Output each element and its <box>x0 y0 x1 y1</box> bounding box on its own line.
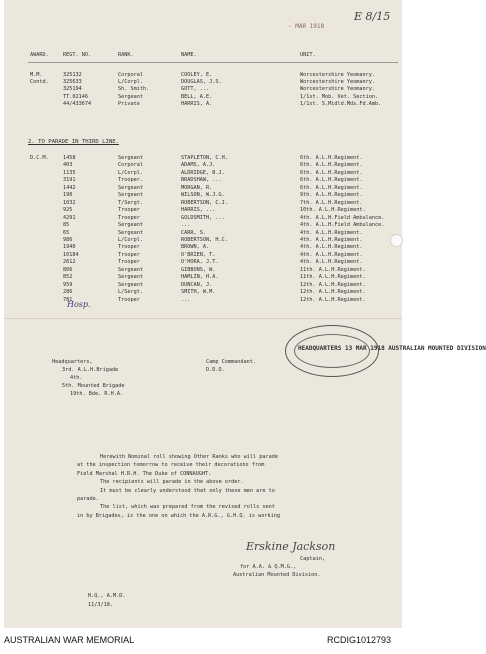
cell-rank: Sergeant <box>118 93 143 100</box>
cell-unit: 6th. A.L.H.Regiment. <box>300 169 363 176</box>
cell-regt-no: 190 <box>63 192 73 199</box>
cell-name: MORGAN, R. <box>181 184 213 191</box>
date-stamp: - MAR 1918 <box>288 23 325 30</box>
header-rule <box>28 62 398 63</box>
cell-rank: L/Corpl. <box>118 79 143 86</box>
cell-rank: Sh. Smith. <box>118 86 150 93</box>
addressee: 3rd. A.L.H.Brigade <box>62 367 119 373</box>
margin-note: Hosp. <box>67 300 91 309</box>
cell-name: HARRIS, A. <box>181 100 213 107</box>
cell-name: ... <box>181 222 191 229</box>
cell-unit: Worcestershire Yeomanry. <box>300 79 375 86</box>
cell-regt-no: 286 <box>63 289 73 296</box>
cell-unit: 4th. A.L.H.Field Ambulance. <box>300 214 385 221</box>
header-award: AWARD. <box>30 52 49 58</box>
header-unit: UNIT. <box>300 52 316 58</box>
cell-regt-no: 781 <box>63 296 73 303</box>
cell-rank: L/Sergt. <box>118 289 143 296</box>
cell-regt-no: 325194 <box>63 86 82 93</box>
cell-regt-no: 959 <box>63 281 73 288</box>
cell-regt-no: 44/433674 <box>63 100 92 107</box>
cell-unit: 6th. A.L.H.Regiment. <box>300 162 363 169</box>
cell-name: DUNCAN, J. <box>181 281 213 288</box>
cell-unit: 10th. A.L.H.Regiment. <box>300 207 366 214</box>
cell-rank: Sergeant <box>118 274 143 281</box>
cell-rank: Trooper. <box>118 177 143 184</box>
cell-name: HARRIS, ... <box>181 207 216 214</box>
cell-name: STAPLETON, C.H. <box>181 155 228 161</box>
cell-regt-no: 1442 <box>63 184 76 191</box>
cell-name: ROBERTSON, C.J. <box>181 199 228 206</box>
cell-unit: 12th. A.L.H.Regiment. <box>300 289 366 296</box>
header-regt-no: REGT. NO. <box>63 52 92 58</box>
cell-name: BROWN, A. <box>181 244 210 251</box>
handwritten-reference: E 8/15 <box>354 10 391 23</box>
cell-unit: 7th. A.L.H.Regiment. <box>300 199 363 206</box>
cell-rank: Trooper <box>118 244 140 251</box>
fold-line <box>4 318 402 319</box>
body-line: parade. <box>77 496 99 502</box>
cell-unit: 1/1st. Mob. Vet. Section. <box>300 93 379 100</box>
cell-name: CARR, S. <box>181 229 206 236</box>
cell-name: GOTT, ... <box>181 86 210 93</box>
cell-name: O'HORA, J.T. <box>181 259 219 266</box>
body-line: in by Brigades, is the one on which the A.R.G., G.H.Q. is working <box>77 512 281 519</box>
cell-rank: Sergeant <box>118 184 143 191</box>
cell-name: ... <box>181 296 191 303</box>
addressee: Headquarters, <box>52 359 93 365</box>
cell-name: ADAMS, A.J. <box>181 162 216 169</box>
headquarters-stamp <box>285 325 486 377</box>
cell-rank: Corporal <box>118 72 143 78</box>
footer-record-id: RCDIG1012793 <box>327 635 392 645</box>
cell-regt-no: 4291 <box>63 214 76 221</box>
body-line: at the inspection tomorrow to receive their decorations from <box>77 462 265 469</box>
cell-award: Contd. <box>30 79 49 86</box>
cell-unit: 4th. A.L.H.Regiment. <box>300 244 363 251</box>
sign-division: Australian Mounted Division. <box>233 572 321 578</box>
cell-rank: Trooper <box>118 207 140 214</box>
cell-regt-no: 925 <box>63 207 73 214</box>
cell-unit: 12th. A.L.H.Regiment. <box>300 296 366 303</box>
cell-unit: 4th. A.L.H.Regiment. <box>300 259 363 266</box>
cell-name: O'BRIEN, T. <box>181 251 216 258</box>
cell-award: D.C.M. <box>30 155 49 161</box>
addressee: 19th. Bde. R.H.A. <box>70 391 124 397</box>
cell-regt-no: 1032 <box>63 199 76 206</box>
addressee: 5th. Mounted Brigade <box>62 383 125 389</box>
cell-unit: 4th. A.L.H.Regiment. <box>300 251 363 258</box>
cell-name: BELL, A.E. <box>181 93 213 100</box>
cell-name: GIBBONS, W. <box>181 266 216 273</box>
cell-regt-no: 325132 <box>63 72 82 78</box>
stamp-text: HEADQUARTERS 13 MAR 1918 AUSTRALIAN MOUNTED DIVISION <box>298 345 486 352</box>
cell-unit: 6th. A.L.H.Regiment. <box>300 177 363 184</box>
cell-rank: T/Sergt. <box>118 199 143 206</box>
cell-unit: Worcestershire Yeomanry. <box>300 72 375 78</box>
body-line: The recipients will parade in the above order. <box>100 479 244 486</box>
cell-name: DOUGLAS, J.S. <box>181 79 222 86</box>
cell-rank: Sergeant <box>118 192 143 199</box>
cell-rank: L/Corpl. <box>118 169 143 176</box>
cell-rank: Trooper <box>118 251 140 258</box>
cell-unit: 4th. A.L.H.Field Ambulance. <box>300 222 385 229</box>
cell-rank: Trooper <box>118 296 140 303</box>
cell-regt-no: 1135 <box>63 169 76 176</box>
cell-rank: Trooper <box>118 259 140 266</box>
cell-regt-no: 325633 <box>63 79 82 86</box>
cell-name: WILSON, W.J.G. <box>181 192 225 199</box>
cell-award: M.M. <box>30 72 43 78</box>
cell-rank: Sergeant <box>118 222 143 229</box>
cell-unit: Worcestershire Yeomanry. <box>300 86 375 93</box>
cell-rank: Private <box>118 100 140 107</box>
cell-name: HAMLIN, H.A. <box>181 274 219 281</box>
cell-unit: 4th. A.L.H.Regiment. <box>300 236 363 243</box>
cell-name: ALDRIDGE, B.J. <box>181 169 225 176</box>
cell-name: SMITH, W.M. <box>181 289 216 296</box>
cell-unit: 11th. A.L.H.Regiment. <box>300 274 366 281</box>
cell-unit: 12th. A.L.H.Regiment. <box>300 281 366 288</box>
punch-hole <box>390 234 403 247</box>
cell-name: GOLDSMITH, ... <box>181 214 225 221</box>
addressee: 4th. <box>70 375 83 381</box>
sign-rank: Captain, <box>300 556 325 562</box>
cell-rank: Sergeant <box>118 281 143 288</box>
cell-regt-no: TT.02146 <box>63 93 88 100</box>
cell-regt-no: 986 <box>63 236 73 243</box>
date: 11/3/18. <box>88 602 113 608</box>
body-line: Herewith Nominal roll showing Other Ranks who will parade <box>100 454 279 460</box>
cell-regt-no: 806 <box>63 266 73 273</box>
cell-rank: Sergeant <box>118 266 143 273</box>
cell-unit: 4th. A.L.H.Regiment. <box>300 229 363 236</box>
cell-rank: Trooper <box>118 214 140 221</box>
cell-name: ROBERTSON, H.C. <box>181 236 228 243</box>
place: H.Q., A.M.D. <box>88 593 126 599</box>
cell-regt-no: 3191 <box>63 177 76 184</box>
cell-unit: 6th. A.L.H.Regiment. <box>300 155 363 161</box>
footer-archive-name: AUSTRALIAN WAR MEMORIAL <box>4 635 135 645</box>
header-name: NAME. <box>181 52 197 58</box>
cell-rank: Corporal <box>118 162 143 169</box>
cell-regt-no: 852 <box>63 274 73 281</box>
cell-regt-no: 1940 <box>63 244 76 251</box>
body-line: The list, which was prepared from the revised rolls sent <box>100 504 275 511</box>
signature: Erskine Jackson <box>246 540 336 553</box>
cell-regt-no: 403 <box>63 162 73 169</box>
cell-regt-no: 10184 <box>63 251 79 258</box>
cell-regt-no: 1458 <box>63 155 76 161</box>
section-2-heading: 2. TO PARADE IN THIRD LINE. <box>28 139 119 145</box>
cell-unit: 1/1st. S.Midld.Mds.Fd.Amb. <box>300 100 382 107</box>
cell-name: COOLEY, E. <box>181 72 213 78</box>
body-line: It must be clearly understood that only these men are to <box>100 487 275 494</box>
cell-regt-no: 65 <box>63 229 70 236</box>
cell-rank: Sergeant <box>118 229 143 236</box>
cell-unit: 11th. A.L.H.Regiment. <box>300 266 366 273</box>
cell-name: BRADSHAW, ... <box>181 177 222 184</box>
cell-unit: 9th. A.L.H.Regiment. <box>300 192 363 199</box>
body-line: Field Marshal H.R.H. The Duke of CONNAUGHT. <box>77 470 212 477</box>
sign-for: for A.A. & Q.M.G., <box>240 564 297 570</box>
cell-rank: L/Corpl. <box>118 236 143 243</box>
cell-regt-no: 85 <box>63 222 70 229</box>
addressee: D.D.O. <box>206 367 225 373</box>
cell-unit: 6th. A.L.H.Regiment. <box>300 184 363 191</box>
addressee: Camp Commandant. <box>206 359 256 365</box>
header-rank: RANK. <box>118 52 134 58</box>
cell-rank: Sergeant <box>118 155 143 161</box>
cell-regt-no: 2612 <box>63 259 76 266</box>
